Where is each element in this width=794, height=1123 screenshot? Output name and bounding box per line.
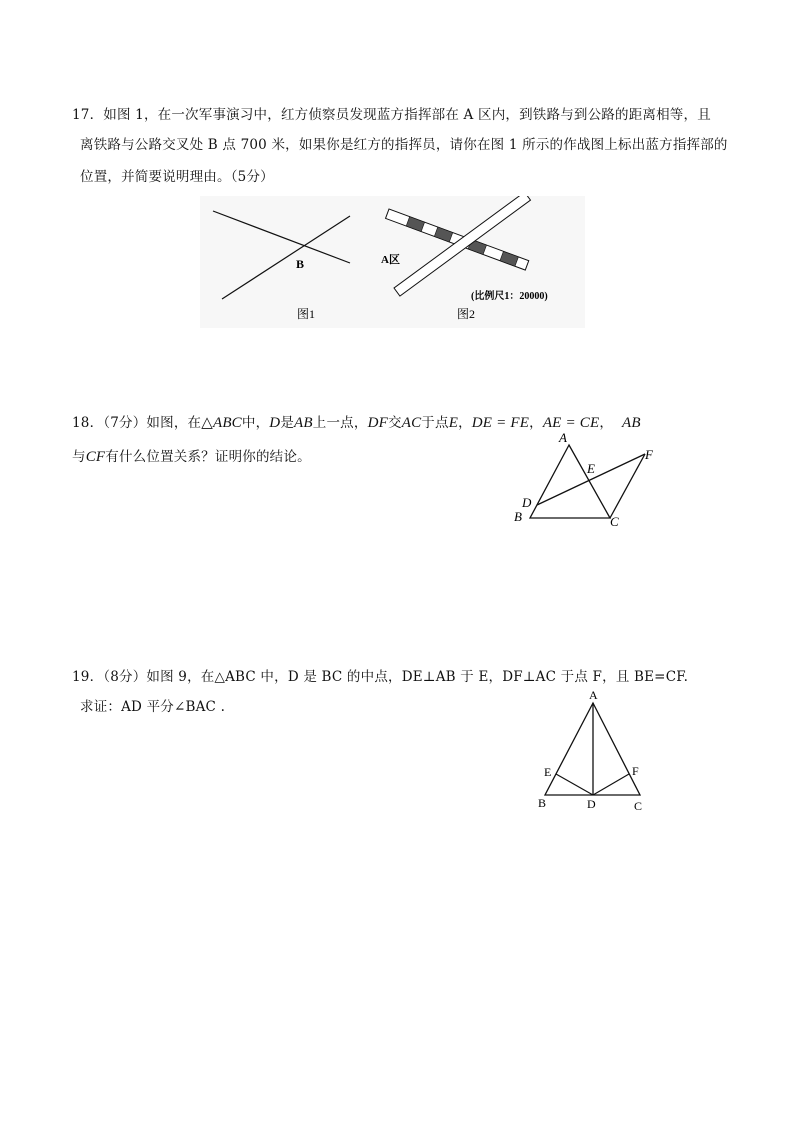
q18-line-2 (72, 445, 311, 466)
segment-ac: AC (401, 415, 422, 431)
q17-line-1: 17．如图 1，在一次军事演习中，红方侦察员发现蓝方指挥部在 A 区内，到铁路与到公路的距离相等，且 (72, 107, 711, 123)
scale-label: (比例尺1：20000) (471, 291, 548, 302)
triangle-abc-shape (530, 445, 610, 518)
q17-line-2: 离铁路与公路交叉处 B 点 700 米，如果你是红方的指挥员，请你在图 1 所示的作战图上标出蓝方指挥部的 (80, 137, 728, 153)
q18-figure (508, 428, 668, 533)
segment-df-line (593, 774, 629, 795)
segment-df: DF (367, 415, 388, 431)
label-d: D (587, 797, 596, 811)
segment-de-line (556, 774, 593, 795)
label-d: D (522, 495, 532, 510)
figure1-caption: 图1 (297, 307, 316, 321)
q18-text: 有什么位置关系？证明你的结论。 (105, 449, 311, 465)
q18-text: 交 (388, 415, 402, 431)
q17-figures (200, 196, 585, 328)
q18-text: 上一点， (312, 415, 368, 431)
q18-text: 18．（7分）如图，在 (72, 415, 202, 431)
q19-line-2: 求证：AD 平分∠BAC . (80, 699, 226, 715)
q19-figure (530, 686, 660, 814)
triangle-abc: △ABC (201, 415, 242, 431)
label-e: E (544, 765, 552, 779)
label-f: F (632, 764, 639, 778)
equation-de-fe: DE = FE (471, 415, 530, 431)
q18-text: ， (599, 415, 614, 431)
q18-text: ， (529, 415, 543, 431)
q18-text: 中， (241, 415, 270, 431)
label-f: F (645, 447, 653, 462)
label-c: C (610, 514, 619, 529)
segment-cf: CF (85, 449, 106, 465)
segment-ab: AB (294, 415, 313, 431)
q18-text: ， (458, 415, 472, 431)
q19-line-1: 19．（8分）如图 9，在△ABC 中，D 是 BC 的中点，DE⊥AB 于 E，DF⊥AC 于点 F，且 BE=CF. (72, 669, 689, 685)
label-a: A (559, 430, 567, 445)
q18-text: 与 (72, 449, 86, 465)
segment-cf-line (610, 454, 645, 518)
label-c: C (634, 799, 643, 813)
point-e: E (448, 415, 459, 431)
q17-line-3: 位置，并简要说明理由。（5分） (80, 169, 274, 185)
q18-text: 于点 (421, 415, 449, 431)
label-b: B (514, 509, 522, 524)
region-a-label: A区 (381, 254, 400, 266)
figure2-caption: 图2 (457, 307, 476, 321)
equation-ae-ce: AE = CE (542, 415, 600, 431)
label-a: A (589, 688, 598, 702)
label-e: E (587, 461, 595, 476)
q18-text: 是 (280, 415, 295, 431)
point-d: D (269, 415, 281, 431)
segment-ab: AB (622, 415, 641, 431)
point-b-label: B (296, 257, 305, 271)
label-b: B (538, 796, 547, 810)
